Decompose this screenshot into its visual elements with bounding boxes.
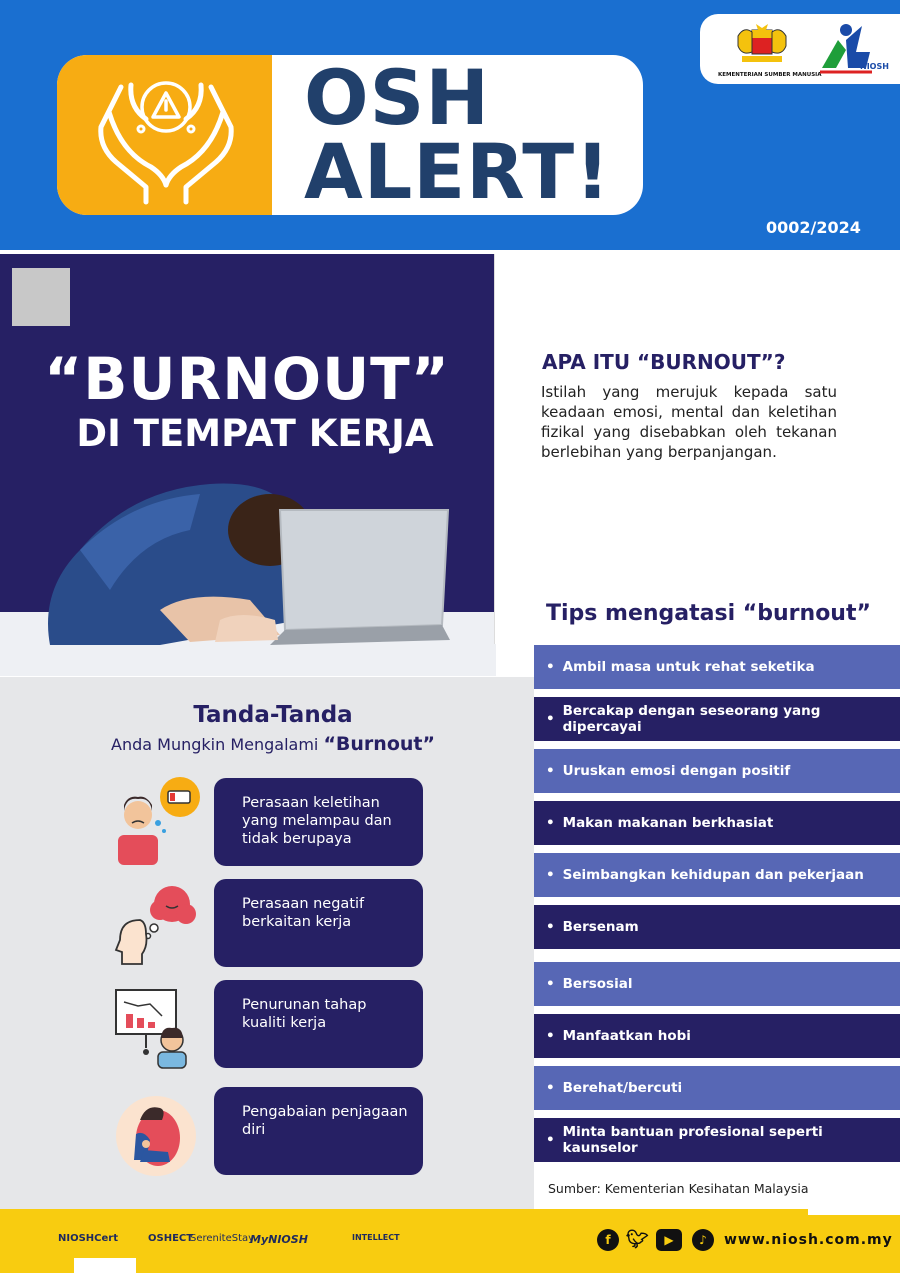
- footer-accent: [74, 1258, 136, 1273]
- sign-card: Penurunan tahap kualiti kerja: [214, 980, 423, 1068]
- intellect-logo: INTELLECT: [352, 1233, 400, 1242]
- myniosh-logo: MyNIOSH: [250, 1233, 308, 1246]
- hero-subtitle: DI TEMPAT KERJA: [76, 412, 434, 455]
- tip-item: • Bersosial: [534, 962, 900, 1006]
- self-neglect-person-icon: [110, 1090, 202, 1182]
- intro-heading: APA ITU “BURNOUT”?: [542, 350, 786, 374]
- facebook-icon[interactable]: f: [597, 1229, 619, 1251]
- issue-number: 0002/2024: [766, 218, 861, 237]
- partner-logos: [700, 14, 900, 84]
- tip-item: • Bercakap dengan seseorang yang dipercayai: [534, 697, 900, 741]
- title-osh: OSH: [304, 55, 490, 142]
- signs-heading: Tanda-Tanda: [193, 702, 353, 728]
- ministry-label: KEMENTERIAN SUMBER MANUSIA: [718, 72, 822, 78]
- hero-title: “BURNOUT”: [44, 345, 450, 413]
- tip-item: • Berehat/bercuti: [534, 1066, 900, 1110]
- badge-orange-panel: [57, 55, 272, 215]
- sign-card: Perasaan negatif berkaitan kerja: [214, 879, 423, 967]
- twitter-icon[interactable]: 🐦︎: [626, 1229, 649, 1250]
- intro-text: Istilah yang merujuk kepada satu keadaan emosi, mental dan keletihan fizikal yang disebabkan oleh tekanan berlebihan yang berpanjangan.: [541, 383, 837, 461]
- nioshcert-logo: NIOSHCert: [58, 1233, 118, 1244]
- negative-thought-head-icon: [110, 880, 202, 972]
- tip-item: • Ambil masa untuk rehat seketika: [534, 645, 900, 689]
- tip-item: • Seimbangkan kehidupan dan pekerjaan: [534, 853, 900, 897]
- niosh-logo-text: NIOSH: [860, 62, 889, 71]
- tired-person-battery-icon: [110, 775, 202, 867]
- tip-item: • Makan makanan berkhasiat: [534, 801, 900, 845]
- oshect-logo: OSHECT: [148, 1233, 194, 1244]
- source-note: Sumber: Kementerian Kesihatan Malaysia: [548, 1181, 809, 1196]
- malaysia-coat-of-arms-icon: [730, 22, 794, 68]
- osh-alert-badge: [57, 55, 643, 215]
- tiktok-icon[interactable]: ♪: [692, 1229, 714, 1251]
- serenitestay-logo: SereniteStay: [190, 1233, 255, 1244]
- sign-card: Pengabaian penjagaan diri: [214, 1087, 423, 1175]
- protective-hands-alert-icon: [91, 67, 241, 207]
- website-link[interactable]: www.niosh.com.my: [724, 1232, 893, 1248]
- tips-heading: Tips mengatasi “burnout”: [546, 601, 871, 626]
- footer-accent: [808, 1209, 900, 1215]
- declining-chart-icon: [110, 982, 202, 1074]
- burnout-worker-illustration: [40, 470, 460, 650]
- signs-subheading: Anda Mungkin Mengalami “Burnout”: [111, 733, 435, 755]
- youtube-icon[interactable]: ▶: [656, 1229, 682, 1251]
- tip-item: • Manfaatkan hobi: [534, 1014, 900, 1058]
- title-alert: ALERT!: [304, 127, 611, 215]
- tip-item: • Bersenam: [534, 905, 900, 949]
- placeholder-square: [12, 268, 70, 326]
- tip-item: • Uruskan emosi dengan positif: [534, 749, 900, 793]
- tip-item: • Minta bantuan profesional seperti kaunselor: [534, 1118, 900, 1162]
- sign-card: Perasaan keletihan yang melampau dan tidak berupaya: [214, 778, 423, 866]
